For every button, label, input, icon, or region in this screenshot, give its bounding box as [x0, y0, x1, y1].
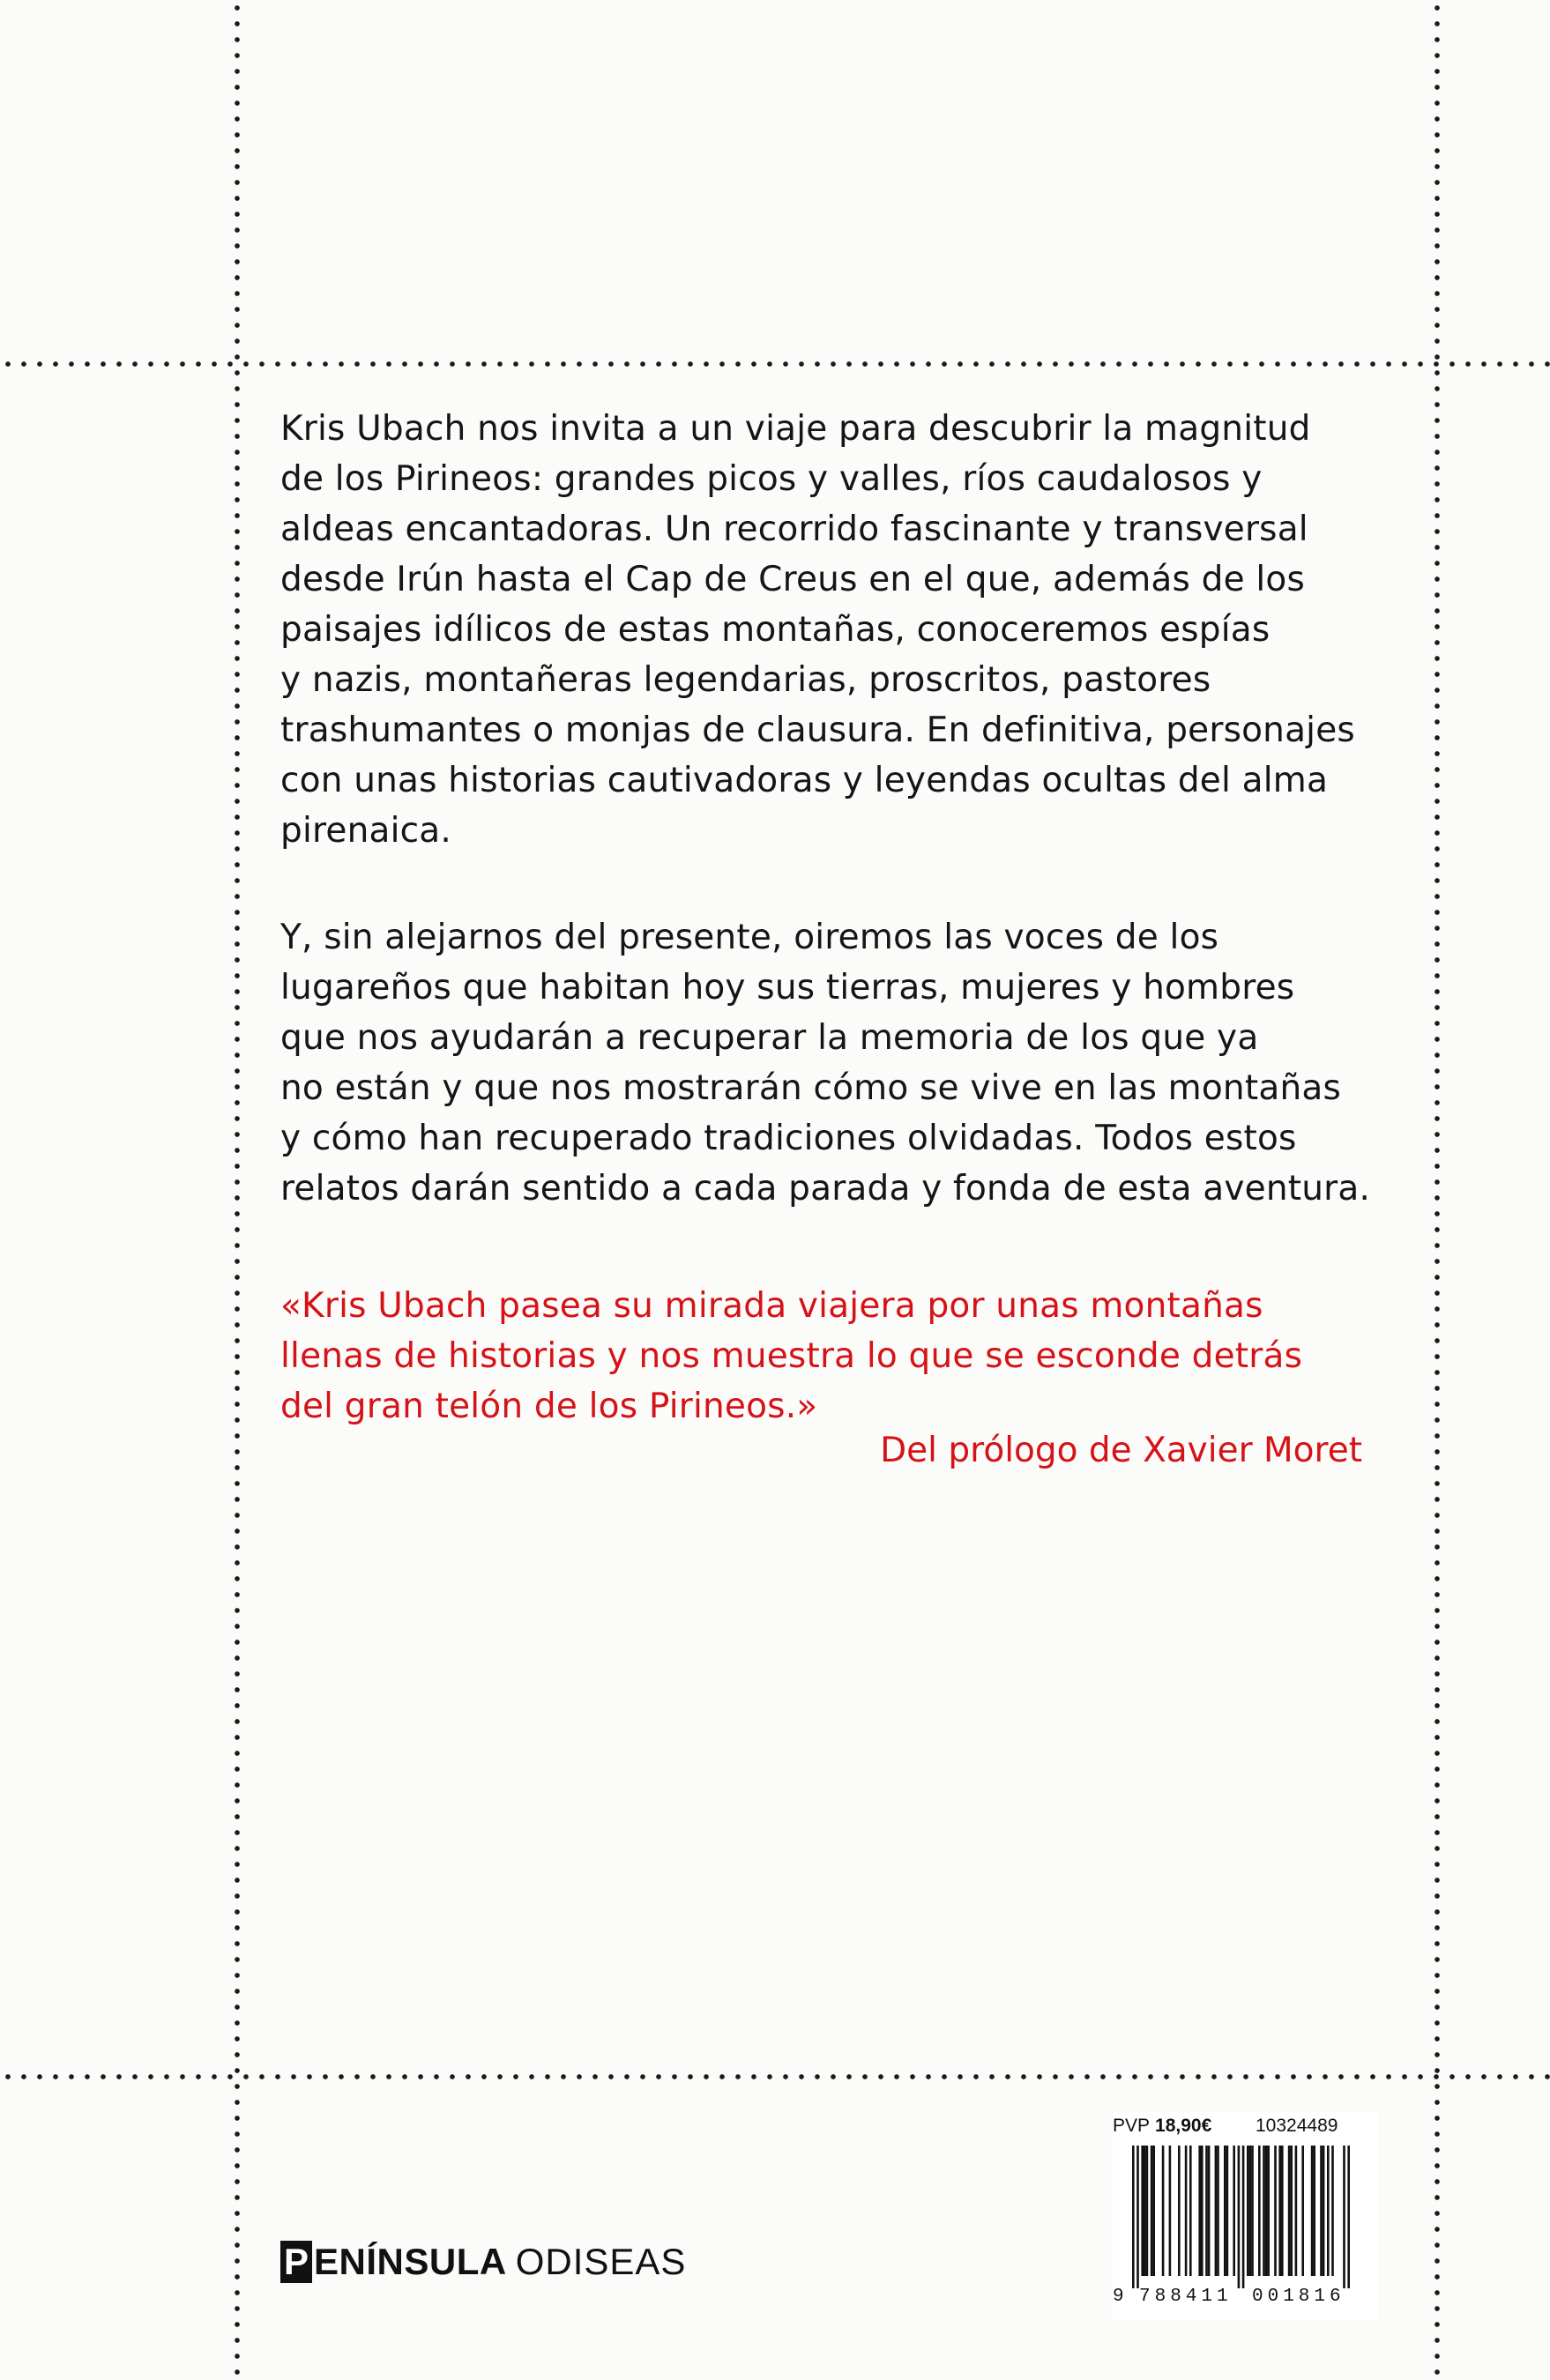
- text-line: Kris Ubach nos invita a un viaje para descubrir la magnitud: [280, 409, 1311, 449]
- text-line: que nos ayudarán a recuperar la memoria de los que ya: [280, 1018, 1259, 1058]
- barcode-bar: [1274, 2146, 1277, 2276]
- barcode-bar: [1226, 2146, 1229, 2276]
- barcode-bar: [1178, 2146, 1181, 2276]
- barcode-bar: [1242, 2146, 1245, 2288]
- text-line: aldeas encantadoras. Un recorrido fascinante y transversal: [280, 509, 1308, 549]
- barcode-bar: [1313, 2146, 1315, 2276]
- barcode-bar: [1323, 2146, 1325, 2276]
- barcode-bar: [1295, 2146, 1298, 2276]
- text-line: trashumantes o monjas de clausura. En definitiva, personajes: [280, 710, 1355, 750]
- dotted-guide-top: [0, 361, 1550, 367]
- barcode-bar: [1331, 2146, 1334, 2276]
- text-line: no están y que nos mostrarán cómo se vive en las montañas: [280, 1068, 1341, 1108]
- barcode-bar: [1146, 2146, 1149, 2276]
- text-line: de los Pirineos: grandes picos y valles, ríos caudalosos y: [280, 459, 1263, 499]
- barcode-bar: [1290, 2146, 1293, 2276]
- barcode-bar: [1141, 2146, 1144, 2276]
- barcode-bar: [1198, 2146, 1201, 2276]
- barcode-bar: [1249, 2146, 1252, 2276]
- barcode-bar: [1263, 2146, 1265, 2276]
- pvp-label: PVP: [1113, 2116, 1151, 2136]
- barcode-bar: [1144, 2146, 1146, 2276]
- price-value: 18,90€: [1155, 2116, 1212, 2136]
- prologue-quote: [280, 1281, 1374, 1432]
- text-line: y cómo han recuperado tradiciones olvidadas. Todos estos: [280, 1119, 1297, 1158]
- barcode-bar: [1258, 2146, 1261, 2276]
- barcode-bar: [1288, 2146, 1291, 2276]
- text-line: lugareños que habitan hoy sus tierras, mujeres y hombres: [280, 968, 1295, 1008]
- barcode-bar: [1267, 2146, 1270, 2276]
- reference-code: 10324489: [1256, 2116, 1338, 2136]
- barcode-bar: [1224, 2146, 1226, 2276]
- barcode-bar: [1281, 2146, 1284, 2276]
- publisher-logo-mark: P: [280, 2241, 312, 2283]
- synopsis-paragraph-1: [280, 404, 1374, 856]
- barcode-bar: [1311, 2146, 1314, 2276]
- barcode-bar: [1152, 2146, 1155, 2276]
- collection-name: ODISEAS: [515, 2241, 687, 2282]
- barcode-bar: [1162, 2146, 1165, 2276]
- barcode-bar: [1343, 2146, 1345, 2288]
- barcode-bar: [1185, 2146, 1188, 2276]
- text-line: paisajes idílicos de estas montañas, conoceremos espías: [280, 610, 1271, 650]
- barcode-bar: [1238, 2146, 1241, 2288]
- synopsis-paragraph-2: [280, 912, 1374, 1214]
- barcode-bar: [1208, 2146, 1211, 2276]
- barcode-bar: [1169, 2146, 1172, 2276]
- publisher-name: ENÍNSULA: [314, 2241, 507, 2282]
- text-line: Y, sin alejarnos del presente, oiremos las voces de los: [280, 918, 1219, 957]
- barcode-bar: [1233, 2146, 1235, 2276]
- text-line: desde Irún hasta el Cap de Creus en el que, además de los: [280, 560, 1306, 599]
- quote-line: del gran telón de los Pirineos.»: [280, 1387, 818, 1426]
- isbn-right-group: 001816: [1252, 2287, 1345, 2307]
- text-line: relatos darán sentido a cada parada y fonda de esta aventura.: [280, 1169, 1371, 1209]
- dotted-guide-right: [1434, 0, 1440, 2380]
- quote-line: llenas de historias y nos muestra lo que se esconde detrás: [280, 1336, 1303, 1376]
- barcode-bar: [1217, 2146, 1219, 2276]
- barcode-bar: [1205, 2146, 1208, 2276]
- barcode-bar: [1251, 2146, 1254, 2276]
- barcode-panel: [1113, 2112, 1377, 2320]
- barcode-bar: [1247, 2146, 1249, 2276]
- barcode-bar: [1215, 2146, 1218, 2276]
- barcode-bar: [1265, 2146, 1268, 2276]
- text-line: y nazis, montañeras legendarias, proscritos, pastores: [280, 660, 1211, 700]
- barcode-bar: [1136, 2146, 1139, 2288]
- barcode-bar: [1189, 2146, 1192, 2276]
- barcode-bar: [1132, 2146, 1135, 2288]
- text-line: con unas historias cautivadoras y leyendas ocultas del alma: [280, 761, 1329, 800]
- barcode-bar: [1201, 2146, 1203, 2276]
- isbn-digits: [1113, 2285, 1377, 2311]
- dotted-guide-left: [235, 0, 240, 2380]
- price-row: [1113, 2116, 1377, 2137]
- barcode-bar: [1151, 2146, 1153, 2276]
- barcode-bar: [1301, 2146, 1304, 2276]
- quote-line: «Kris Ubach pasea su mirada viajera por unas montañas: [280, 1286, 1263, 1326]
- barcode-bar: [1320, 2146, 1323, 2276]
- dotted-guide-bottom: [0, 2074, 1550, 2079]
- barcode-icon: [1113, 2146, 1377, 2288]
- barcode-bar: [1327, 2146, 1330, 2276]
- barcode-bar: [1278, 2146, 1281, 2276]
- barcode-bar: [1347, 2146, 1350, 2288]
- isbn-first-digit: 9: [1113, 2287, 1129, 2307]
- text-line: pirenaica.: [280, 811, 451, 851]
- publisher-logo: [280, 2241, 686, 2283]
- isbn-left-group: 788411: [1139, 2287, 1233, 2307]
- quote-attribution: Del prólogo de Xavier Moret: [880, 1431, 1362, 1470]
